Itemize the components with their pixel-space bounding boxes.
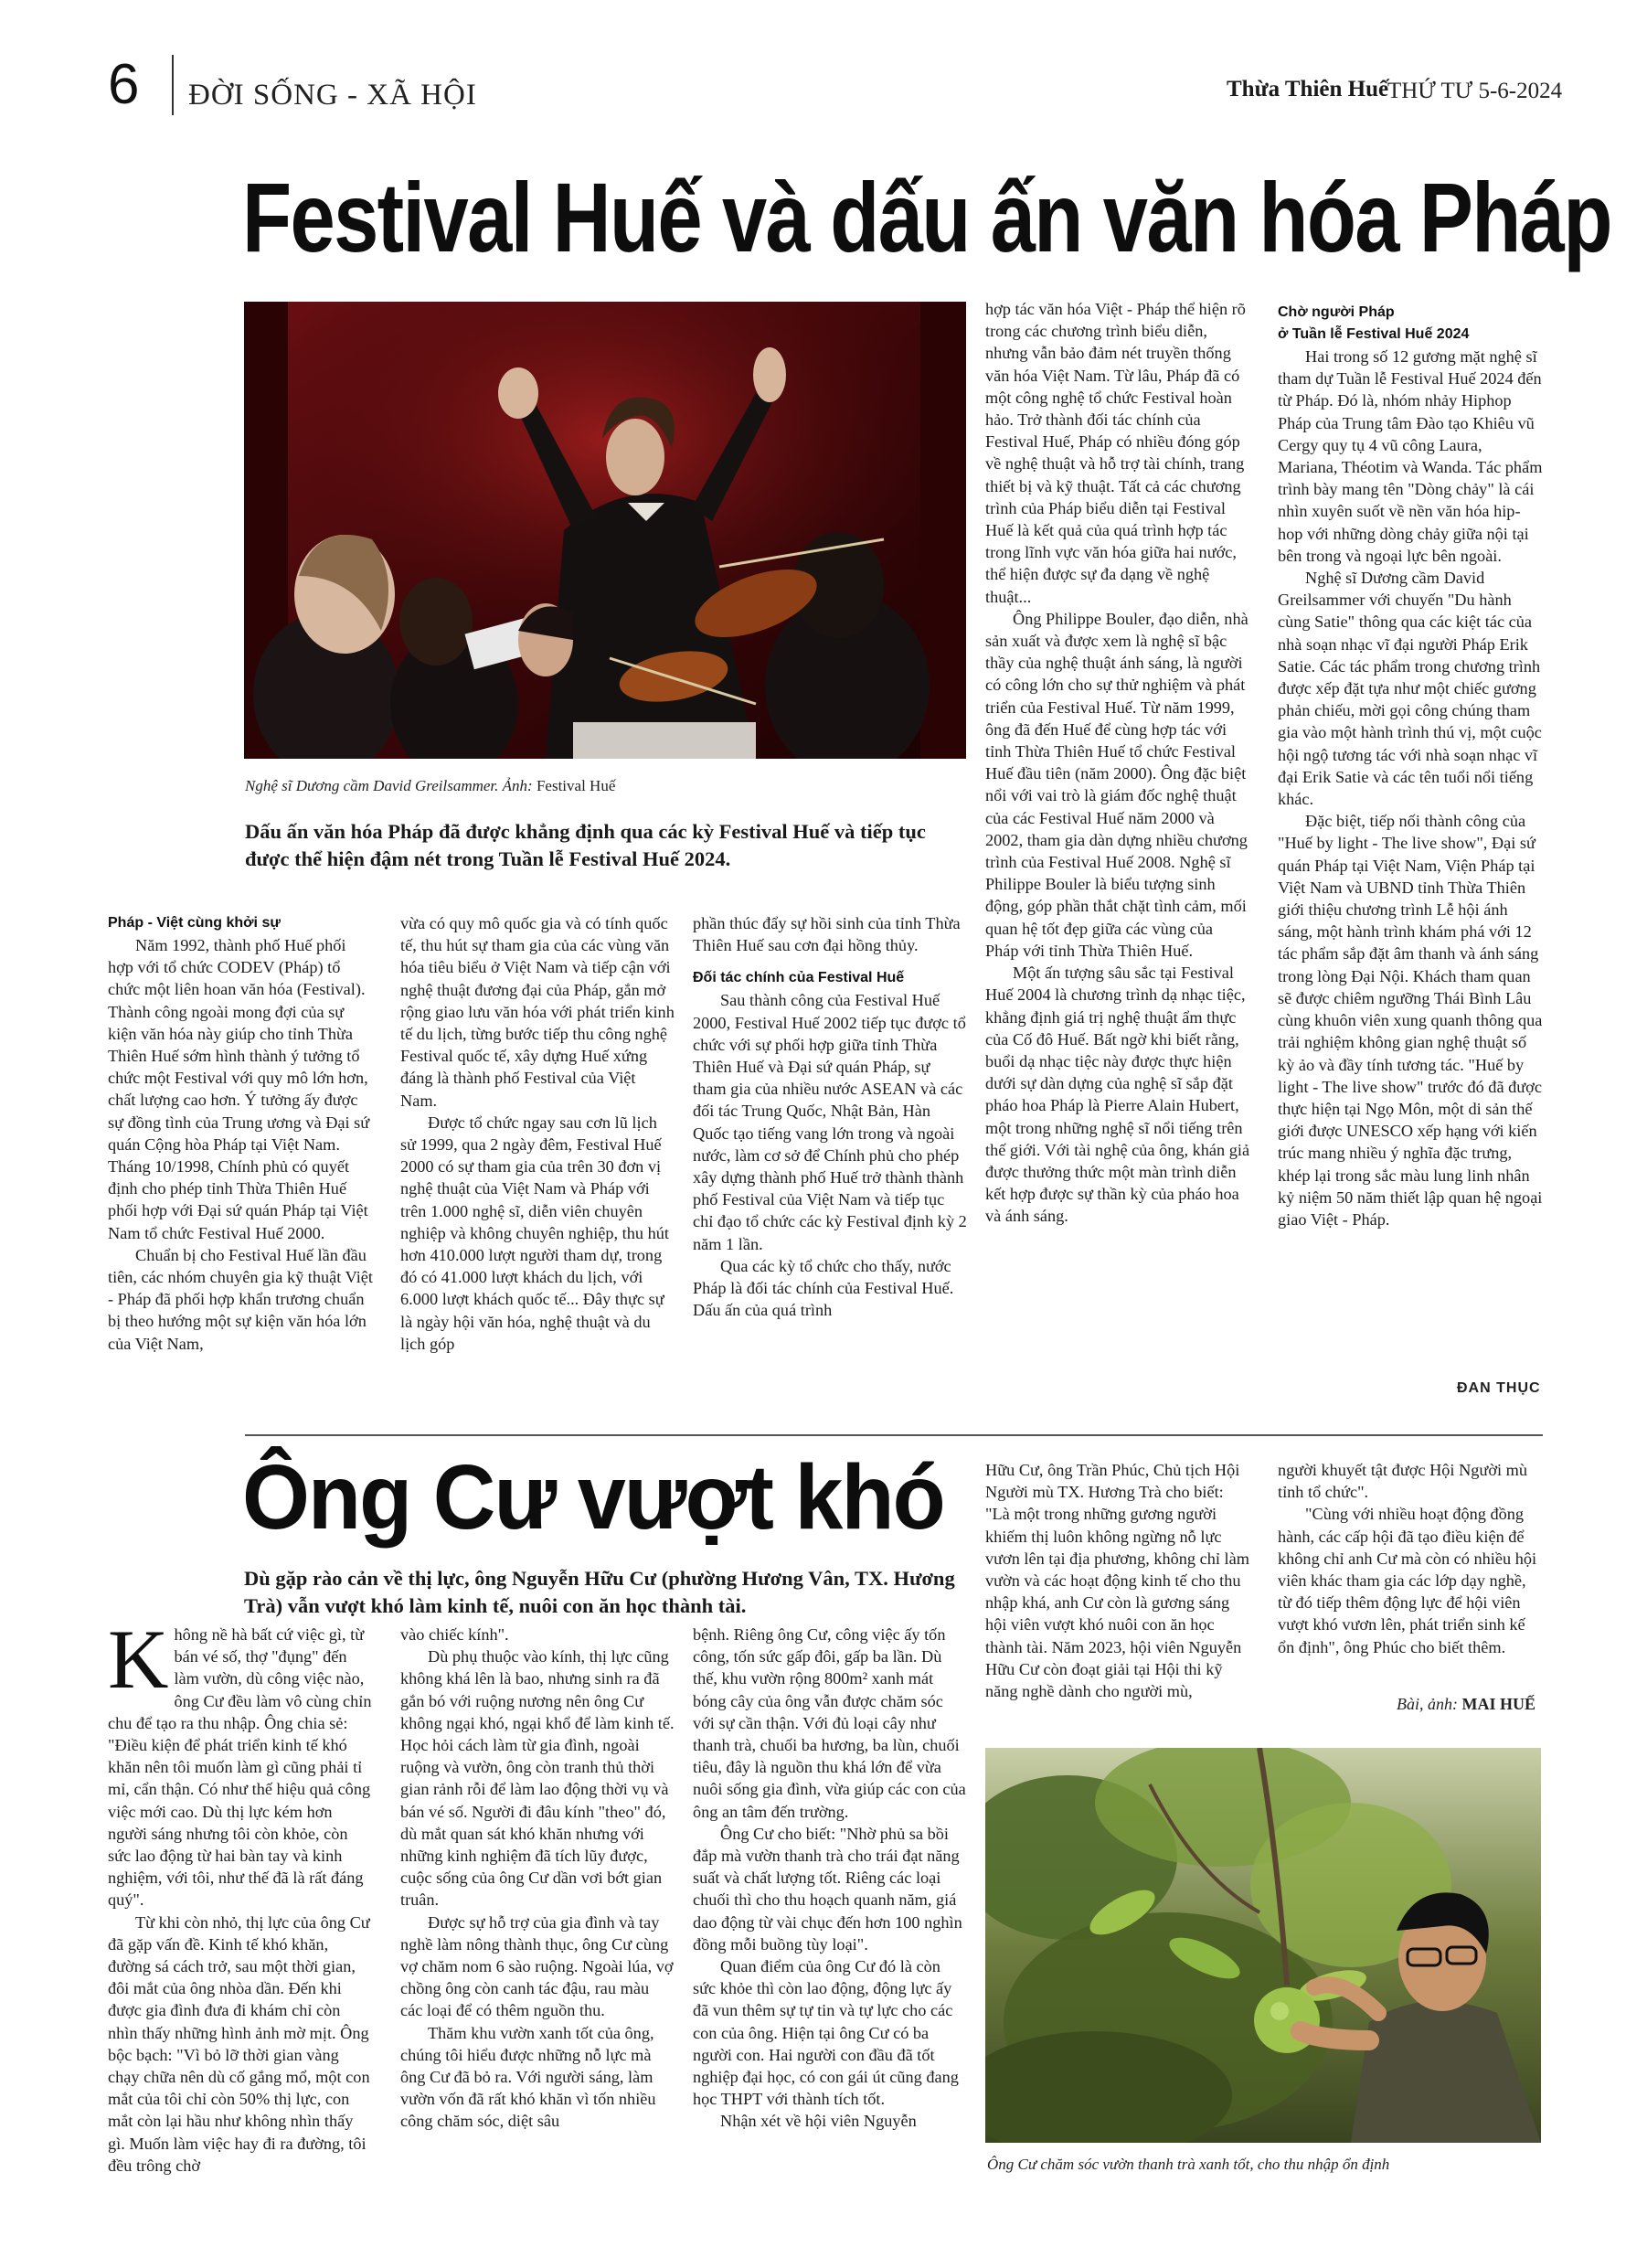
paragraph: Nhận xét về hội viên Nguyễn [720, 2112, 917, 2131]
paragraph: Dù phụ thuộc vào kính, thị lực cũng không khá lên là bao, nhưng sinh ra đã gắn bó với ruộng nương nên ông Cư không ngại khó, ngại khổ để làm kinh tế. Học hỏi cách làm từ gia đình, ngoài ruộng và vườn, ông còn tranh thủ thời gian rảnh rỗi để làm lao động thời vụ và bán vé số. Người đi đâu kính "theo" đó, dù mắt quan sát khó khăn nhưng với những kinh nghiệm đã tích lũy được, cuộc sống của ông Cư dần vơi bớt gian truân. [400, 1647, 675, 1910]
byline-label: Bài, ảnh: [1397, 1695, 1458, 1713]
paragraph: vào chiếc kính". [400, 1625, 509, 1644]
paragraph: Qua các kỳ tổ chức cho thấy, nước Pháp là đối tác chính của Festival Huế. Dấu ấn của quá trình [693, 1256, 954, 1320]
paragraph: bệnh. Riêng ông Cư, công việc ấy tốn công, tốn sức gấp đôi, gấp ba lần. Dù thế, khu vườn rộng 800m² xanh mát bóng cây của ông vẫn được chăm sóc với sự cần thận. Với đủ loại cây như thanh trà, chuối ba hương, ba lùn, chuối tiêu, đây là nguồn thu khá lớn để vừa nuôi sống gia đình, vừa giúp các con của ông an tâm đến trường. [693, 1625, 966, 1821]
concert-photo-illustration [244, 302, 966, 759]
photo-caption-2: Ông Cư chăm sóc vườn thanh trà xanh tốt, cho thu nhập ổn định [987, 2156, 1390, 2173]
paragraph: phần thúc đẩy sự hồi sinh của tỉnh Thừa Thiên Huế sau cơn đại hồng thủy. [693, 914, 961, 955]
issue-date: THỨ TƯ 5-6-2024 [1387, 79, 1563, 103]
paragraph-text: hông nề hà bất cứ việc gì, từ bán vé số, thợ "đụng" đến làm vườn, dù công việc nào, ông Cư đều làm vô cùng chỉn chu để tạo ra thu nhập. Ông chia sẻ: "Điều kiện để phát triển kinh tế khó khăn nên tôi muốn làm gì cũng phải tỉ mỉ, cẩn thận. Có như thế hiệu quả công việc mới cao. Dù thị lực kém hơn người sáng nhưng tôi còn khỏe, còn sức lao động từ hai bàn tay và kinh nghiệm, với tôi, như thế đã là rất đáng quý". [108, 1625, 372, 1910]
photo-caption-1 [245, 777, 615, 795]
paragraph: hợp tác văn hóa Việt - Pháp thể hiện rõ trong các chương trình biểu diễn, nhưng vẫn bảo đảm nét truyền thống văn hóa Việt Nam. Từ lâu, Pháp đã có một công nghệ tổ chức Festival hoàn hảo. Trở thành đối tác chính của Festival Huế, Pháp có nhiều đóng góp về nghệ thuật và hỗ trợ tài chính, trang thiết bị và kỹ thuật. Tất cả các chương trình của Pháp biểu diễn tại Festival Huế là kết quả của quá trình hợp tác trong lĩnh vực văn hóa giữa hai nước, thể hiện được sự đa dạng về nghệ thuật... [985, 300, 1246, 606]
paragraph: "Cùng với nhiều hoạt động đồng hành, các cấp hội đã tạo điều kiện để không chỉ anh Cư mà còn có nhiều hội viên khác tham gia các lớp dạy nghề, từ đó tiếp thêm động lực để hội viên vượt khó vươn lên, phát triển sinh kế ổn định", ông Phúc cho biết thêm. [1278, 1505, 1537, 1656]
paragraph: Từ khi còn nhỏ, thị lực của ông Cư đã gặp vấn đề. Kinh tế khó khăn, đường sá cách trở, sau một thời gian, đôi mắt của ông nhòa dần. Đến khi được gia đình đưa đi khám chỉ còn nhìn thấy những hình ảnh mờ mịt. Ông bộc bạch: "Vì bỏ lỡ thời gian vàng chạy chữa nên dù cố gắng mổ, một con mắt của tôi chỉ còn 50% thị lực, con mắt còn lại hầu như không nhìn thấy gì. Muốn làm việc hay đi ra đường, tôi đều trông chờ [108, 1912, 370, 2175]
article-1-column-1 [108, 912, 373, 1355]
paragraph: Quan điểm của ông Cư đó là còn sức khỏe thì còn lao động, động lực ấy đã vun thêm sự tự tin và tự lực cho các con của ông. Hiện tại ông Cư có ba người con. Hai người con đầu đã tốt nghiệp đại học, có con gái út cũng đang học THPT với thành tích tốt. [693, 1957, 959, 2109]
paragraph: Đặc biệt, tiếp nối thành công của "Huế by light - The live show", Đại sứ quán Pháp tại Việt Nam, Viện Pháp tại Việt Nam và UBND tỉnh Thừa Thiên giới thiệu chương trình Lễ hội ánh sáng, một hành trình khám phá với 12 tác phẩm sắp đặt âm thanh và ánh sáng trong lòng Đại Nội. Khách tham quan sẽ được chiêm ngưỡng Thái Bình Lâu cùng khuôn viên xung quanh thông qua trải nghiệm không gian nghệ thuật số kỳ ảo và đầy tính tương tác. "Huế by light - The live show" trước đó đã được thực hiện tại Ngọ Môn, một di sản thế giới được UNESCO xếp hạng với kiến trúc mang nhiều ý nghĩa đặc trưng, khép lại trong sắc màu lung linh nhân kỷ niệm 50 năm thiết lập quan hệ ngoại giao Việt - Pháp. [1278, 812, 1543, 1229]
paragraph: Một ấn tượng sâu sắc tại Festival Huế 2004 là chương trình dạ nhạc tiệc, khẳng định giá trị nghệ thuật ẩm thực của Cố đô Huế. Bất ngờ khi biết rằng, buổi dạ nhạc tiệc này được thực hiện dưới sự dàn dựng của nghệ sĩ sắp đặt pháo hoa Pháp là Pierre Alain Hubert, một trong những nghệ sĩ nổi tiếng trên thế giới. Với tài nghệ của ông, khán giả được thưởng thức một màn trình diễn kết hợp được sự thần kỳ của pháo hoa và ánh sáng. [985, 964, 1250, 1226]
article-1-byline: ĐAN THỤC [1457, 1380, 1541, 1396]
byline-name: MAI HUẾ [1461, 1695, 1535, 1713]
paragraph: Thăm khu vườn xanh tốt của ông, chúng tôi hiểu được những nỗ lực mà ông Cư đã bỏ ra. Với người sáng, làm vườn vốn đã rất khó khăn vì tốn nhiều công chăm sóc, diệt sâu [400, 2023, 656, 2131]
paper-name: Thừa Thiên Huế [1227, 77, 1389, 101]
article-2-byline [1397, 1695, 1535, 1714]
subheading: ở Tuần lễ Festival Huế 2024 [1278, 326, 1470, 342]
paragraph: vừa có quy mô quốc gia và có tính quốc tế, thu hút sự tham gia của các vùng văn hóa tiêu biểu ở Việt Nam và tiếp cận với nghệ thuật đương đại của Pháp, gắn mở rộng giao lưu văn hóa với phát triển kinh tế du lịch, từng bước tiếp thu công nghệ Festival quốc tế, xây dựng Huế xứng đáng là thành phố Festival của Việt Nam. [400, 914, 675, 1110]
article-1-column-5 [1278, 302, 1543, 1230]
paragraph: Được sự hỗ trợ của gia đình và tay nghề làm nông thành thục, ông Cư cùng vợ chăm nom 6 sào ruộng. Ngoài lúa, vợ chồng ông còn canh tác đậu, rau màu các loại để có thêm nguồn thu. [400, 1912, 674, 2020]
paragraph: Được tổ chức ngay sau cơn lũ lịch sử 1999, qua 2 ngày đêm, Festival Huế 2000 có sự tham gia của trên 30 đơn vị nghệ thuật của Việt Nam và Pháp với trên 1.000 nghệ sĩ, diễn viên chuyên nghiệp và không chuyên nghiệp, thu hút hơn 410.000 lượt người tham dự, trong đó có 41.000 lượt khách du lịch, với 6.000 lượt khách quốc tế... Đây thực sự là ngày hội văn hóa, nghệ thuật và du lịch góp [400, 1113, 669, 1353]
paragraph: Ông Philippe Bouler, đạo diễn, nhà sản xuất và được xem là nghệ sĩ bậc thầy của nghệ thuật ánh sáng, là người có công lớn cho sự thử nghiệm và phát triển của Festival Huế. Từ năm 1999, ông đã đến Huế để cùng hợp tác với tỉnh Thừa Thiên Huế tổ chức Festival Huế đầu tiên (năm 2000). Ông đặc biệt nổi với vai trò là giám đốc nghệ thuật của các Festival Huế năm 2000 và 2002, tham gia dàn dựng nhiều chương trình của Festival Huế 2008. Nghệ sĩ Philippe Bouler là biểu tượng sinh động, góp phần thắt chặt tình cảm, mối quan hệ tốt đẹp giữa các vùng của Pháp với tỉnh Thừa Thiên Huế. [985, 609, 1249, 960]
article-2-column-5 [1278, 1459, 1543, 1658]
garden-photo-illustration [985, 1748, 1541, 2143]
header-divider [172, 55, 174, 115]
subheading: Pháp - Việt cùng khởi sự [108, 915, 281, 931]
drop-cap: K [108, 1613, 169, 1706]
article-2-column-2 [400, 1624, 675, 2133]
paragraph: người khuyết tật được Hội Người mù tỉnh tổ chức". [1278, 1461, 1527, 1502]
article-1-column-3 [693, 912, 967, 1321]
photo-credit: Festival Huế [536, 777, 616, 794]
page-number: 6 [108, 53, 140, 116]
article-2-column-1 [108, 1613, 373, 2177]
paragraph: Hữu Cư, ông Trần Phúc, Chủ tịch Hội Người mù TX. Hương Trà cho biết: "Là một trong những gương người khiếm thị luôn không ngừng nỗ lực vươn lên tại địa phương, không chỉ làm vườn và các hoạt động kinh tế cho thu nhập khá, anh Cư còn là gương sáng hội viên vượt khó nuôi con ăn học thành tài. Năm 2023, hội viên Nguyễn Hữu Cư còn đoạt giải tại Hội thi kỹ năng nghề dành cho người mù, [985, 1461, 1249, 1701]
article-2-column-4 [985, 1459, 1252, 1702]
concert-photo [244, 302, 966, 759]
paragraph: Sau thành công của Festival Huế 2000, Festival Huế 2002 tiếp tục được tổ chức với sự phối hợp giữa tỉnh Thừa Thiên Huế và Đại sứ quán Pháp, sự tham gia của nhiều nước ASEAN và các đối tác Trung Quốc, Nhật Bản, Hàn Quốc tạo tiếng vang lớn trong và ngoài nước, làm cơ sở để Chính phủ cho phép xây dựng thành phố Huế trở thành thành phố Festival của Việt Nam và tiếp tục chỉ đạo tổ chức các kỳ Festival định kỳ 2 năm 1 lần. [693, 991, 967, 1253]
article-1-column-4 [985, 298, 1250, 1228]
article-2-sapo: Dù gặp rào cản về thị lực, ông Nguyễn Hữu Cư (phường Hương Vân, TX. Hương Trà) vẫn vượt khó làm kinh tế, nuôi con ăn học thành tài. [244, 1567, 955, 1617]
subheading: Chờ người Pháp [1278, 304, 1395, 320]
paragraph: Ông Cư cho biết: "Nhờ phủ sa bồi đắp mà vườn thanh trà cho trái đạt năng suất và chất lượng tốt. Riêng các loại chuối thì cho thu hoạch quanh năm, giá dao động từ vài chục đến hơn 100 nghìn đồng mỗi buồng tùy loại". [693, 1824, 962, 1954]
paragraph [108, 1613, 373, 1911]
paragraph: Hai trong số 12 gương mặt nghệ sĩ tham dự Tuần lễ Festival Huế 2024 đến từ Pháp. Đó là, nhóm nhảy Hiphop Pháp của Trung tâm Đào tạo Khiêu vũ Cergy quy tụ 4 vũ công Laura, Mariana, Théotim và Wanda. Tác phẩm trình bày mang tên "Dòng chảy" là cái nhìn xuyên suốt về nền văn hóa hip-hop với những dòng chảy giữa nội tại bên trong và ngoại lực bên ngoài. [1278, 347, 1543, 565]
caption-text: Nghệ sĩ Dương cầm David Greilsammer. Ảnh: [245, 777, 533, 794]
article-1-column-2 [400, 912, 675, 1355]
paragraph: Nghệ sĩ Dương cầm David Greilsammer với chuyến "Du hành cùng Satie" thông qua các kiệt tác của nhà soạn nhạc vĩ đại người Pháp Erik Satie. Các tác phẩm trong chương trình được xếp đặt tựa như một chiếc gương phản chiếu, mời gọi công chúng tham gia vào một hành trình thú vị, một cuộc hội ngộ tương tác với nhà soạn nhạc vĩ đại Erik Satie và các tên tuổi nổi tiếng khác. [1278, 569, 1542, 809]
section-label: ĐỜI SỐNG - XÃ HỘI [188, 79, 477, 112]
garden-photo [985, 1748, 1541, 2143]
paragraph: Năm 1992, thành phố Huế phối hợp với tổ chức CODEV (Pháp) tổ chức một liên hoan văn hóa (Festival). Thành công ngoài mong đợi của sự kiện văn hóa này giúp cho tỉnh Thừa Thiên Huế sớm hình thành ý tưởng tổ chức một Festival với quy mô lớn hơn, chất lượng cao hơn. Ý tưởng ấy được sự đồng tình của Trung ương và Đại sứ quán Cộng hòa Pháp tại Việt Nam. Tháng 10/1998, Chính phủ có quyết định cho phép tỉnh Thừa Thiên Huế phối hợp với Đại sứ quán Pháp tại Việt Nam tổ chức Festival Huế 2000. [108, 936, 370, 1242]
article-divider [245, 1434, 1543, 1436]
article-1-headline: Festival Huế và dấu ấn văn hóa Pháp [242, 162, 1611, 272]
article-2-headline: Ông Cư vượt khó [242, 1446, 944, 1549]
article-1-sapo: Dấu ấn văn hóa Pháp đã được khẳng định qua các kỳ Festival Huế và tiếp tục được thể hiện đậm nét trong Tuần lễ Festival Huế 2024. [245, 820, 926, 870]
subheading: Đối tác chính của Festival Huế [693, 970, 905, 986]
article-2-column-3 [693, 1624, 967, 2133]
paragraph: Chuẩn bị cho Festival Huế lần đầu tiên, các nhóm chuyên gia kỹ thuật Việt - Pháp đã phối hợp khẩn trương chuẩn bị theo hướng một sự kiện văn hóa lớn của Việt Nam, [108, 1245, 373, 1353]
